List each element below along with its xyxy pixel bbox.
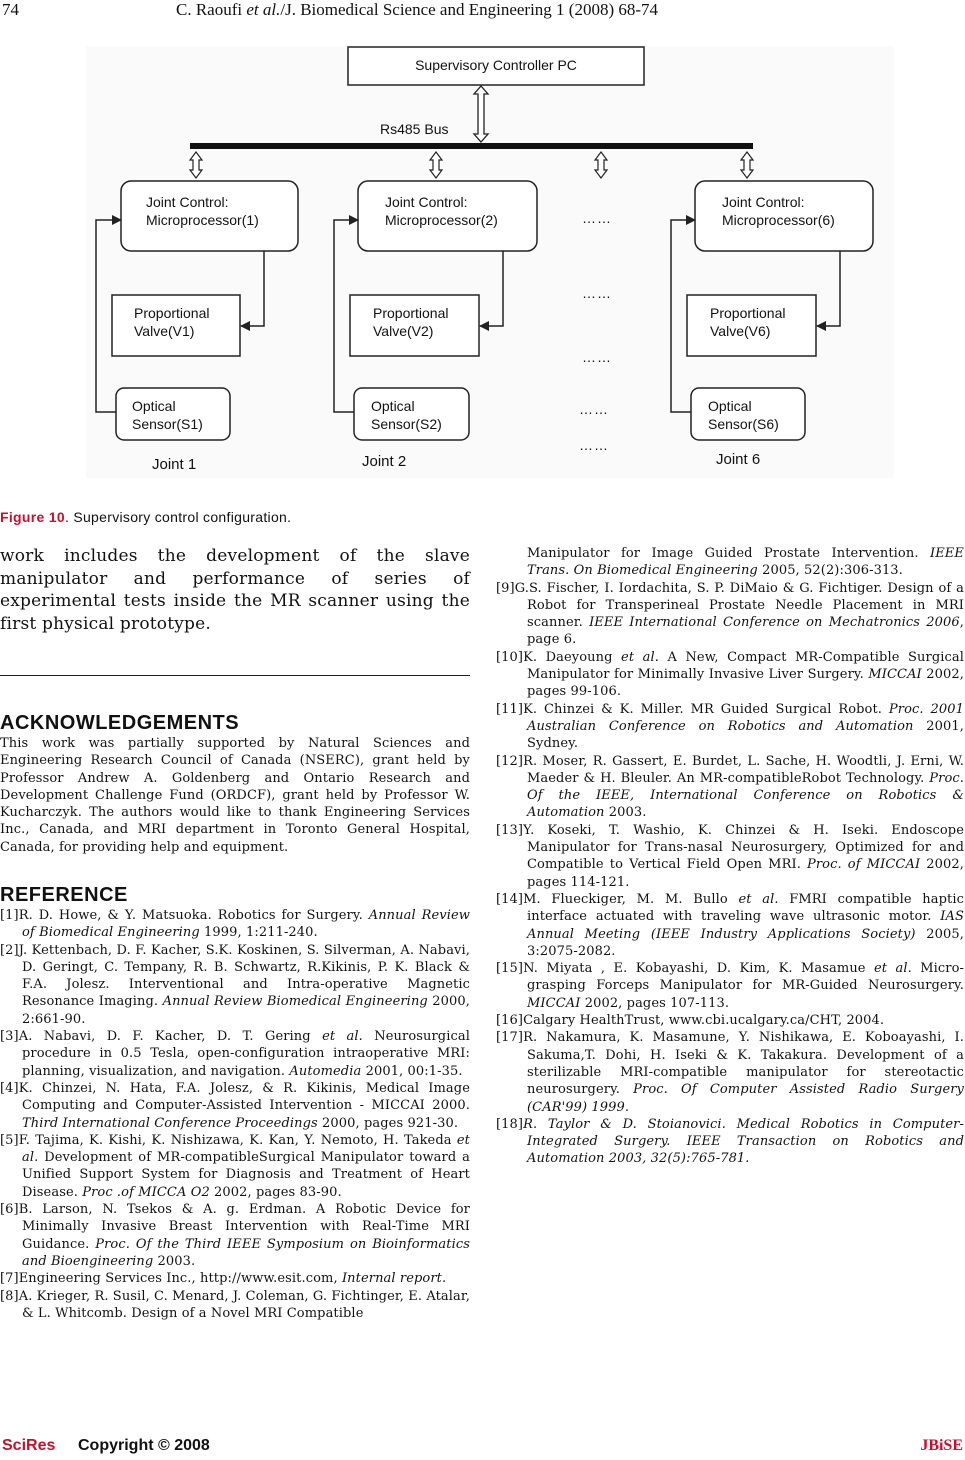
reference-text: 2005, 52(2):306-313.	[757, 563, 903, 579]
reference-text: [9]G.S. Fischer, I. Iordachita, S. P. DiMaio & G. Fichtiger. Design of a Robot for Transperineal Prostate Needle Placement in MRI scanner.	[496, 580, 964, 631]
reference-italic: Proc. of MICCAI	[807, 857, 921, 873]
reference-text: 2003.	[604, 805, 647, 821]
reference-text: Development of MR-compatibleSurgical Manipulator toward a Unified Support System for Diagnosis and Treatment of Heart Disease.	[22, 1150, 470, 1200]
reference-item	[0, 907, 470, 942]
joint-6-valve-line1: Proportional	[710, 305, 786, 321]
reference-item	[496, 1012, 964, 1029]
reference-text: 2003.	[153, 1253, 196, 1269]
reference-italic: Annual Review of Biomedical Engineering	[22, 908, 470, 941]
reference-text: 2000, 2:661-90.	[22, 994, 471, 1027]
joint-1-controller-line2: Microprocessor(1)	[146, 212, 259, 228]
reference-text: 2002, pages 99-106.	[527, 667, 964, 700]
joint-1-label: Joint 1	[152, 456, 197, 473]
joint-6-controller-line2: Microprocessor(6)	[722, 212, 835, 228]
reference-text: [18]	[496, 1116, 524, 1132]
reference-text: [17]R. Nakamura, K. Masamune, Y. Nishikawa, E. Koboayashi, I. Sakuma,T. Dohi, H. Iseki & K. Takakura. Development of a sterilizable MRI-compatible manipulator for stereotactic neurosurgery.	[496, 1030, 964, 1098]
reference-item	[496, 960, 964, 1012]
reference-item	[0, 1028, 470, 1080]
reference-text: [11]K. Chinzei & K. Miller. MR Guided Surgical Robot.	[496, 701, 889, 717]
joint-6-sensor-line2: Sensor(S6)	[708, 416, 779, 432]
page-number: 74	[2, 0, 19, 19]
reference-text: [1]R. D. Howe, & Y. Matsuoka. Robotics for Surgery.	[0, 908, 369, 923]
left-column	[0, 545, 470, 635]
ellipsis-3: ……	[582, 349, 612, 365]
joint-2-sensor-line1: Optical	[371, 398, 415, 414]
reference-italic: IEEE Trans. On Biomedical Engineering	[527, 546, 964, 579]
acknowledgements-heading: ACKNOWLEDGEMENTS	[0, 712, 240, 734]
supervisory-controller-label: Supervisory Controller PC	[415, 57, 577, 73]
references-left	[0, 884, 470, 1322]
running-head-journal: /J. Biomedical Science and Engineering 1 (2008) 68-74	[280, 0, 659, 19]
reference-list-left	[0, 907, 470, 1322]
joint-1-valve-line2: Valve(V1)	[134, 323, 195, 339]
joint-2-controller-line2: Microprocessor(2)	[385, 212, 498, 228]
joint-6-controller-line1: Joint Control:	[722, 194, 805, 210]
footer-copyright: Copyright © 2008	[78, 1437, 210, 1454]
reference-text: [12]R. Moser, R. Gassert, E. Burdet, L. Sache, H. Woodtli, J. Erni, W. Maeder & H. Bleuler. An MR-compatibleRobot Technology.	[496, 753, 964, 786]
reference-text: [8]A. Krieger, R. Susil, C. Menard, J. Coleman, G. Fichtinger, E. Atalar, & L. Whitcomb. Design of a Novel MRI Compatible	[0, 1288, 470, 1321]
joint-1-valve-line1: Proportional	[134, 305, 210, 321]
reference-italic: Proc. Of the IEEE, International Conference on Robotics & Automation	[527, 770, 964, 821]
reference-italic: Proc. Of the Third IEEE Symposium on Bioinformatics and Bioengineering	[22, 1236, 470, 1269]
reference-heading: REFERENCE	[0, 884, 128, 906]
reference-italic: Proc .of MICCA O2	[82, 1184, 210, 1200]
reference-italic: et al.	[621, 649, 659, 665]
running-head	[176, 0, 658, 20]
reference-item	[0, 1288, 470, 1323]
reference-text: 2002, pages 107-113.	[580, 995, 730, 1011]
reference-italic: Internal report.	[341, 1271, 447, 1287]
joint-2-sensor-line2: Sensor(S2)	[371, 416, 442, 432]
joint-1-sensor-line1: Optical	[132, 398, 176, 414]
references-right	[496, 545, 964, 1168]
reference-italic: MICCAI	[527, 995, 581, 1011]
reference-item	[0, 1080, 470, 1132]
reference-text: [3]A. Nabavi, D. F. Kacher, D. T. Gering	[0, 1029, 323, 1045]
joint-2-controller-line1: Joint Control:	[385, 194, 468, 210]
reference-italic: Automedia	[289, 1063, 362, 1079]
section-divider	[0, 675, 470, 676]
reference-item	[496, 891, 964, 960]
reference-text: 2000, pages 921-30.	[317, 1115, 459, 1131]
reference-item	[496, 1029, 964, 1115]
joint-2-valve-line2: Valve(V2)	[373, 323, 434, 339]
joint-2-sensor-box	[354, 388, 469, 440]
reference-text: [13]Y. Koseki, T. Washio, K. Chinzei & H. Iseki. Endoscope Manipulator for Trans-nasal Neurosurgery, Optimized for and Compatible to Vertical Field Open MRI.	[496, 822, 964, 873]
ellipsis-4: ……	[579, 401, 609, 417]
page-header	[0, 0, 965, 22]
reference-italic: IAS Annual Meeting (IEEE Industry Applications Society)	[527, 909, 964, 942]
figure-caption-label: Figure 10	[0, 509, 65, 525]
running-head-etal: et al.	[246, 0, 281, 19]
joint-6-sensor-line1: Optical	[708, 398, 752, 414]
joint-6-valve-line2: Valve(V6)	[710, 323, 771, 339]
reference-text: Micro-grasping Forceps Manipulator for MR-Guided Neurosurgery.	[527, 961, 965, 994]
reference-item	[496, 1116, 964, 1168]
running-head-authors: C. Raoufi	[176, 0, 247, 19]
reference-text: A New, Compact MR-Compatible Surgical Manipulator for Minimally Invasive Liver Surgery.	[527, 649, 964, 683]
ellipsis-1: ……	[582, 210, 612, 226]
reference-item	[0, 942, 470, 1028]
reference-item	[496, 701, 964, 753]
figure-caption-text: . Supervisory control configuration.	[64, 509, 292, 525]
reference-italic: Annual Review Biomedical Engineering	[162, 994, 428, 1010]
reference-text: 2001, Sydney.	[527, 718, 965, 752]
conclusion-paragraph: work includes the development of the slave manipulator and performance of series of experimental tests inside the MR scanner using the first physical prototype.	[0, 546, 470, 634]
reference-text: FMRI compatible haptic interface actuated with traveling wave ultrasonic motor.	[527, 891, 964, 925]
reference-italic: Proc. 2001 Australian Conference on Robotics and Automation	[527, 701, 964, 734]
reference-italic: R. Taylor & D. Stoianovici. Medical Robotics in Computer-Integrated Surgery. IEEE Transaction on Robotics and Automation 2003, 32(5):765-781.	[523, 1116, 964, 1167]
reference-italic: et al.	[322, 1029, 363, 1045]
reference-text: [16]Calgary HealthTrust, www.cbi.ucalgary.ca/CHT, 2004.	[496, 1013, 885, 1029]
page-footer	[0, 1437, 965, 1459]
bus-label: Rs485 Bus	[380, 121, 449, 137]
reference-item	[496, 580, 964, 649]
reference-item	[496, 545, 964, 580]
joint-1-sensor-box	[116, 388, 230, 440]
reference-text: [15]N. Miyata , E. Kobayashi, D. Kim, K. Masamue	[496, 961, 874, 977]
reference-item	[0, 1132, 470, 1201]
reference-italic: Third International Conference Proceedings	[22, 1115, 318, 1131]
reference-list-right	[496, 545, 964, 1168]
supervisory-control-diagram	[0, 40, 965, 490]
reference-text: 2002, pages 114-121.	[527, 857, 964, 890]
rs485-bus	[190, 143, 753, 149]
reference-italic: MICCAI	[868, 667, 922, 683]
ellipsis-5: ……	[579, 437, 609, 453]
acknowledgements-section	[0, 712, 470, 856]
joint-1-controller-line1: Joint Control:	[146, 194, 229, 210]
reference-italic: Proc. Of Computer Assisted Radio Surgery (CAR'99) 1999.	[527, 1082, 964, 1115]
reference-text: [10]K. Daeyoung	[496, 649, 622, 665]
joint-2-valve-line1: Proportional	[373, 305, 449, 321]
reference-item	[0, 1270, 470, 1287]
reference-italic: et al.	[873, 961, 912, 977]
reference-item	[496, 649, 964, 701]
reference-text: Manipulator for Image Guided Prostate Intervention.	[527, 546, 930, 561]
reference-item	[496, 753, 964, 822]
joint-6-label: Joint 6	[716, 451, 761, 468]
ellipsis-2: ……	[582, 285, 612, 301]
joint-6-sensor-box	[691, 388, 805, 440]
reference-item	[496, 822, 964, 891]
footer-brand: SciRes	[2, 1437, 56, 1454]
reference-text: [5]F. Tajima, K. Kishi, K. Nishizawa, K. Kan, Y. Nemoto, H. Takeda	[0, 1132, 457, 1148]
reference-text: 2005, 3:2075-2082.	[527, 926, 964, 959]
reference-item	[0, 1201, 470, 1270]
reference-text: [2]J. Kettenbach, D. F. Kacher, S.K. Koskinen, S. Silverman, A. Nabavi, D. Geringt, C. Tempany, R. B. Schwartz, R.Kikinis, P. K. Black & F.A. Jolesz. Interventional and Intra-operative Magnetic Resonance Imaging.	[0, 942, 470, 1010]
figure-caption	[0, 509, 291, 525]
reference-text: 2001, 00:1-35.	[361, 1063, 463, 1079]
reference-italic: et al.	[22, 1132, 470, 1166]
joint-1-sensor-line2: Sensor(S1)	[132, 416, 203, 432]
reference-text: , page 6.	[527, 615, 964, 648]
reference-text: Neurosurgical procedure in 0.5 Tesla, open-configuration intraoperative MRI: planning, visualization, and navigation.	[22, 1029, 470, 1079]
joint-2-label: Joint 2	[362, 453, 407, 470]
reference-italic: IEEE International Conference on Mechatronics 2006	[589, 615, 960, 631]
reference-italic: et al.	[738, 891, 779, 907]
acknowledgements-text: This work was partially supported by Natural Sciences and Engineering Research Council of Canada (NSERC), grant held by Professor Andrew A. Goldenberg and Ontario Research and Development Challenge Fund (ORDCF), grant held by Professor W. Kucharczyk. The authors would like to thank Engineering Services Inc., Canada, and MRI department in Toronto General Hospital, Canada, for providing help and equipment.	[0, 736, 470, 855]
footer-journal: JBiSE	[920, 1437, 963, 1454]
reference-text: [6]B. Larson, N. Tsekos & A. g. Erdman. A Robotic Device for Minimally Invasive Breast Intervention with Real-Time MRI Guidance.	[0, 1202, 470, 1252]
reference-text: [14]M. Flueckiger, M. M. Bullo	[496, 891, 739, 907]
reference-text: 1999, 1:211-240.	[199, 925, 318, 941]
reference-text: 2002, pages 83-90.	[209, 1184, 342, 1200]
reference-text: [4]K. Chinzei, N. Hata, F.A. Jolesz, & R. Kikinis, Medical Image Computing and Computer-Assisted Intervention - MICCAI 2000.	[0, 1080, 470, 1114]
reference-text: [7]Engineering Services Inc., http://www.esit.com,	[0, 1271, 342, 1287]
